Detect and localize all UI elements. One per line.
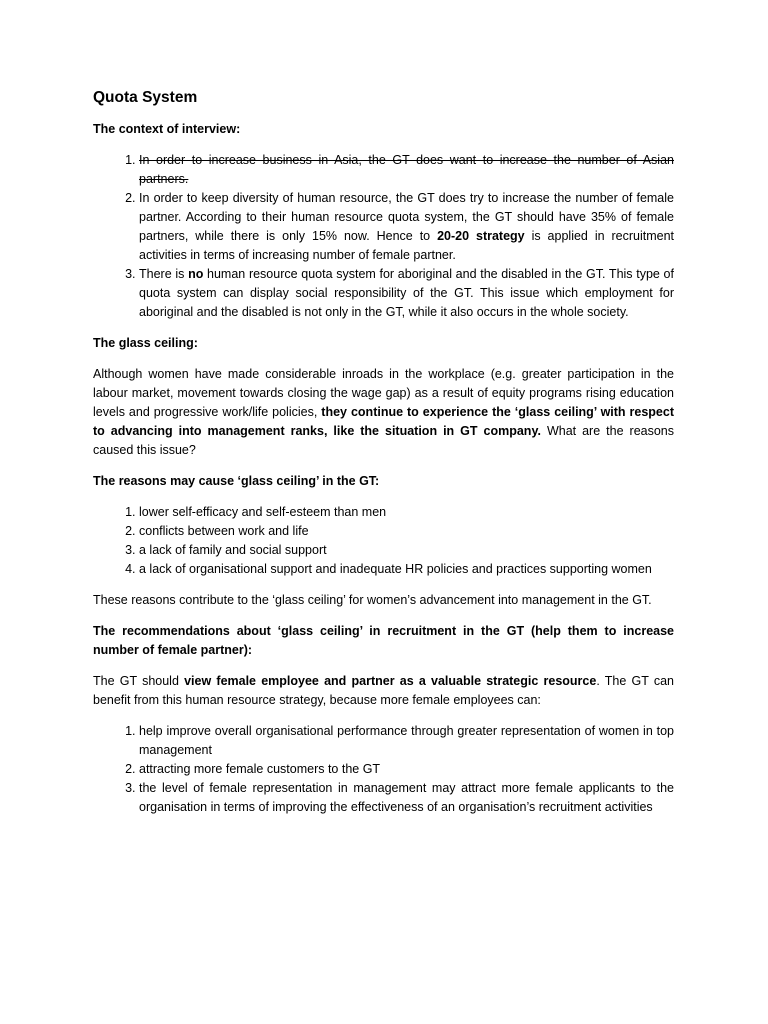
recommendation-item: 2. attracting more female customers to the GT bbox=[139, 760, 674, 779]
context-heading: The context of interview: bbox=[93, 122, 241, 136]
context-item-1 bbox=[139, 151, 674, 189]
document-title: Quota System bbox=[93, 89, 198, 106]
recommendations-paragraph: The GT should view female employee and partner as a valuable strategic resource. The GT can benefit from this human resource strategy, because more female employees can: bbox=[93, 674, 674, 707]
recommendations-list bbox=[93, 722, 674, 817]
recommendation-item: 3. the level of female representation in management may attract more female applicants to the organisation in terms of improving the effectiveness of an organisation’s recruitment activities bbox=[139, 779, 674, 817]
glass-ceiling-heading: The glass ceiling: bbox=[93, 336, 198, 350]
context-item-3: 3. There is no human resource quota system for aboriginal and the disabled in the GT. This type of quota system can display social responsibility of the GT. This issue which employment for aboriginal and the disabled is not only in the GT, while it also occurs in the whole society. bbox=[139, 265, 674, 322]
glass-ceiling-paragraph: Although women have made considerable inroads in the workplace (e.g. greater participation in the labour market, movement towards closing the wage gap) as a result of equity programs rising education levels and progressive work/life policies, they continue to experience the ‘glass ceiling’ with respect to advancing into management ranks, like the situation in GT company. What are the reasons caused this issue? bbox=[93, 367, 675, 457]
strategy-name: 20-20 strategy bbox=[437, 229, 525, 243]
reasons-list bbox=[93, 503, 674, 579]
reasons-summary: These reasons contribute to the ‘glass ceiling’ for women’s advancement into management in the GT. bbox=[93, 593, 652, 607]
reason-item: 2. conflicts between work and life bbox=[139, 522, 674, 541]
context-item-2: 2. In order to keep diversity of human resource, the GT does try to increase the number of female partner. According to their human resource quota system, the GT should have 35% of female partners, while there is only 15% now. Hence to 20-20 strategy is applied in recruitment activities in terms of increasing number of female partner. bbox=[139, 189, 674, 265]
reason-item: 1. lower self-efficacy and self-esteem than men bbox=[139, 503, 674, 522]
reasons-heading: The reasons may cause ‘glass ceiling’ in the GT: bbox=[93, 474, 380, 488]
context-list bbox=[93, 151, 674, 322]
recommendations-heading: The recommendations about ‘glass ceiling’ in recruitment in the GT (help them to increase number of female partner): bbox=[93, 624, 674, 657]
recommendation-item: 1. help improve overall organisational performance through greater representation of women in top management bbox=[139, 722, 674, 760]
reason-item: 3. a lack of family and social support bbox=[139, 541, 674, 560]
reason-item: 4. a lack of organisational support and inadequate HR policies and practices supporting women bbox=[139, 560, 674, 579]
context-item-1-text: In order to increase business in Asia, the GT does want to increase the number of Asian partners. bbox=[139, 153, 674, 186]
